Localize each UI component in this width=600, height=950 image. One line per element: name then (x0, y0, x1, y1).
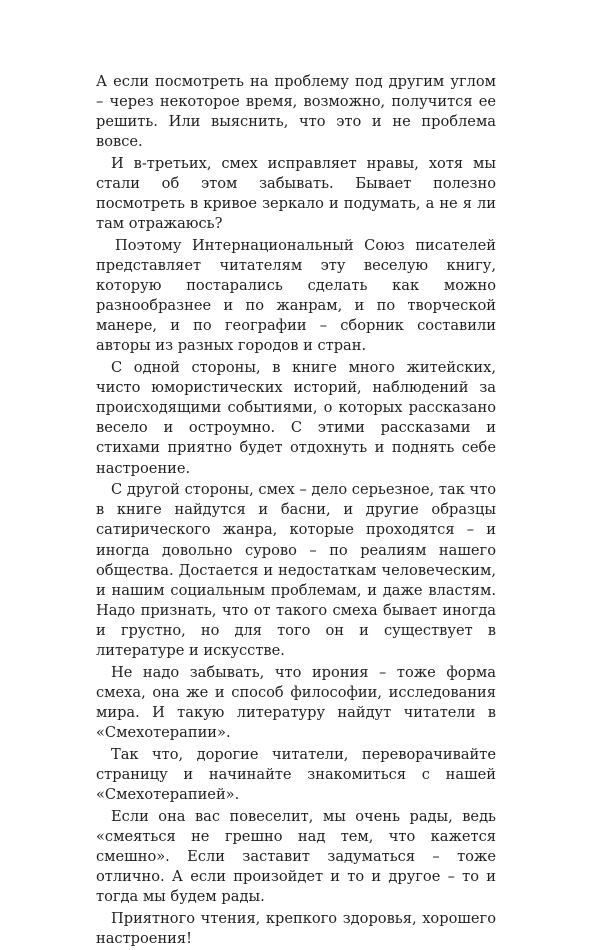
paragraph-1: А если посмотреть на проблему под другим углом – через некоторое время, возможно, получится ее решить. Или выяснить, что это и не проблема вовсе. (96, 73, 496, 151)
paragraph-4: С одной стороны, в книге много житейских, чисто юмористических историй, наблюдений за происходящими событиями, о которых рассказано весело и остроумно. С этими рассказами и стихами приятно будет отдохнуть и поднять себе настроение. (96, 359, 496, 477)
paragraph-8: Если она вас повеселит, мы очень рады, ведь «смеяться не грешно над тем, что кажется смешно». Если заставит задуматься – тоже отлично. А если произойдет и то и другое – то и тогда мы будем рады. (96, 807, 496, 905)
paragraph-5: С другой стороны, смех – дело серьезное, так что в книге найдутся и басни, и другие образцы сатирического жанра, которые проходятся – и иногда довольно сурово – по реалиям нашего общества. Достается и недостаткам человеческим, и нашим социальным проблемам, и даже властям. Надо признать, что от такого смеха бывает иногда и грустно, но для того он и существует в литературе и искусстве. (96, 481, 496, 659)
paragraph-3: Поэтому Интернациональный Союз писателей представляет читателям эту веселую книгу, которую постарались сделать как можно разнообразнее и по жанрам, и по творческой манере, и по географии – сборник составили авторы из разных городов и стран. (96, 236, 496, 355)
paragraph-7: Так что, дорогие читатели, переворачивайте страницу и начинайте знакомиться с нашей «Смехотерапией». (96, 745, 496, 803)
paragraph-2: И в-третьих, смех исправляет нравы, хотя мы стали об этом забывать. Бывает полезно посмотреть в кривое зеркало и подумать, а не я ли там отражаюсь? (96, 154, 496, 233)
paragraph-6: Не надо забывать, что ирония – тоже форма смеха, она же и способ философии, исследования мира. И такую литературу найдут читатели в «Смехотерапии». (96, 663, 496, 741)
paragraph-9: Приятного чтения, крепкого здоровья, хорошего настроения! (96, 909, 496, 947)
book-page (96, 72, 496, 950)
